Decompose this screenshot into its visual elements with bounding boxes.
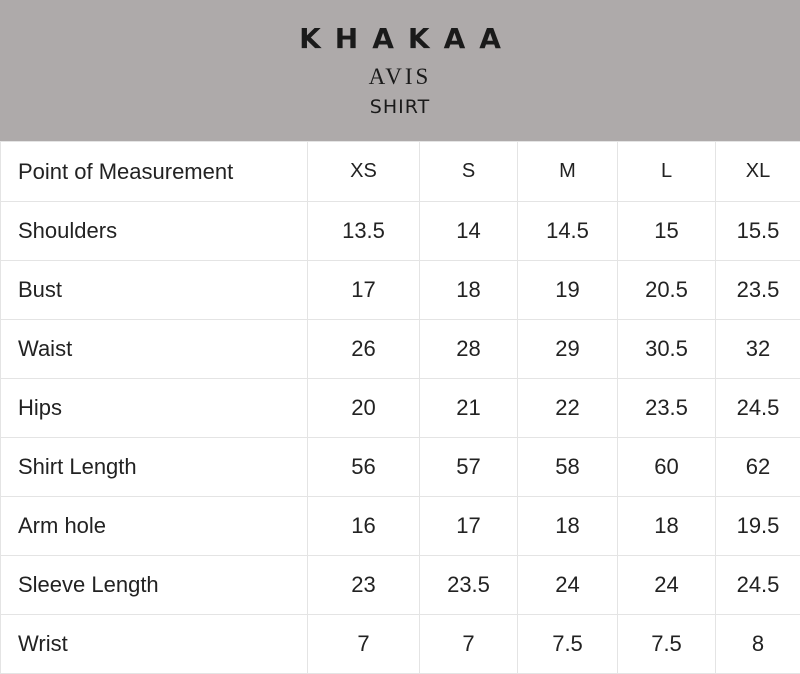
table-cell: 13.5 [308, 202, 420, 261]
table-cell: 7.5 [518, 615, 618, 674]
table-row [1, 320, 800, 379]
table-cell: 17 [308, 261, 420, 320]
row-label: Bust [1, 261, 308, 320]
table-row [1, 202, 800, 261]
table-cell: 62 [716, 438, 800, 497]
table-cell: 28 [420, 320, 518, 379]
table-row [1, 497, 800, 556]
table-row [1, 379, 800, 438]
row-label: Hips [1, 379, 308, 438]
column-header-l: L [618, 142, 716, 202]
table-cell: 7.5 [618, 615, 716, 674]
table-cell: 18 [420, 261, 518, 320]
table-cell: 24.5 [716, 379, 800, 438]
table-cell: 56 [308, 438, 420, 497]
brand-logo: KHAKAA [299, 22, 515, 55]
table-cell: 15 [618, 202, 716, 261]
table-cell: 18 [518, 497, 618, 556]
table-cell: 24 [618, 556, 716, 615]
table-cell: 17 [420, 497, 518, 556]
table-cell: 14.5 [518, 202, 618, 261]
table-row [1, 438, 800, 497]
table-cell: 24 [518, 556, 618, 615]
table-cell: 23.5 [420, 556, 518, 615]
product-name: AVIS [368, 64, 432, 89]
table-cell: 20 [308, 379, 420, 438]
table-cell: 57 [420, 438, 518, 497]
table-cell: 7 [420, 615, 518, 674]
table-cell: 8 [716, 615, 800, 674]
column-header-measurement: Point of Measurement [1, 142, 308, 202]
table-cell: 15.5 [716, 202, 800, 261]
row-label: Shoulders [1, 202, 308, 261]
table-cell: 29 [518, 320, 618, 379]
row-label: Sleeve Length [1, 556, 308, 615]
row-label: Shirt Length [1, 438, 308, 497]
table-header-row [1, 142, 800, 202]
table-cell: 16 [308, 497, 420, 556]
table-cell: 24.5 [716, 556, 800, 615]
column-header-xl: XL [716, 142, 800, 202]
row-label: Wrist [1, 615, 308, 674]
size-chart-header [0, 0, 800, 141]
size-chart-table [0, 141, 800, 674]
table-cell: 19.5 [716, 497, 800, 556]
row-label: Waist [1, 320, 308, 379]
table-cell: 30.5 [618, 320, 716, 379]
table-cell: 23.5 [618, 379, 716, 438]
table-cell: 58 [518, 438, 618, 497]
table-cell: 23.5 [716, 261, 800, 320]
column-header-xs: XS [308, 142, 420, 202]
table-row [1, 261, 800, 320]
table-cell: 60 [618, 438, 716, 497]
table-cell: 26 [308, 320, 420, 379]
table-cell: 23 [308, 556, 420, 615]
row-label: Arm hole [1, 497, 308, 556]
product-category: SHIRT [369, 96, 431, 118]
table-row [1, 615, 800, 674]
table-cell: 32 [716, 320, 800, 379]
table-cell: 14 [420, 202, 518, 261]
table-cell: 7 [308, 615, 420, 674]
table-row [1, 556, 800, 615]
table-cell: 20.5 [618, 261, 716, 320]
table-cell: 19 [518, 261, 618, 320]
table-cell: 21 [420, 379, 518, 438]
column-header-s: S [420, 142, 518, 202]
column-header-m: M [518, 142, 618, 202]
table-cell: 22 [518, 379, 618, 438]
table-cell: 18 [618, 497, 716, 556]
